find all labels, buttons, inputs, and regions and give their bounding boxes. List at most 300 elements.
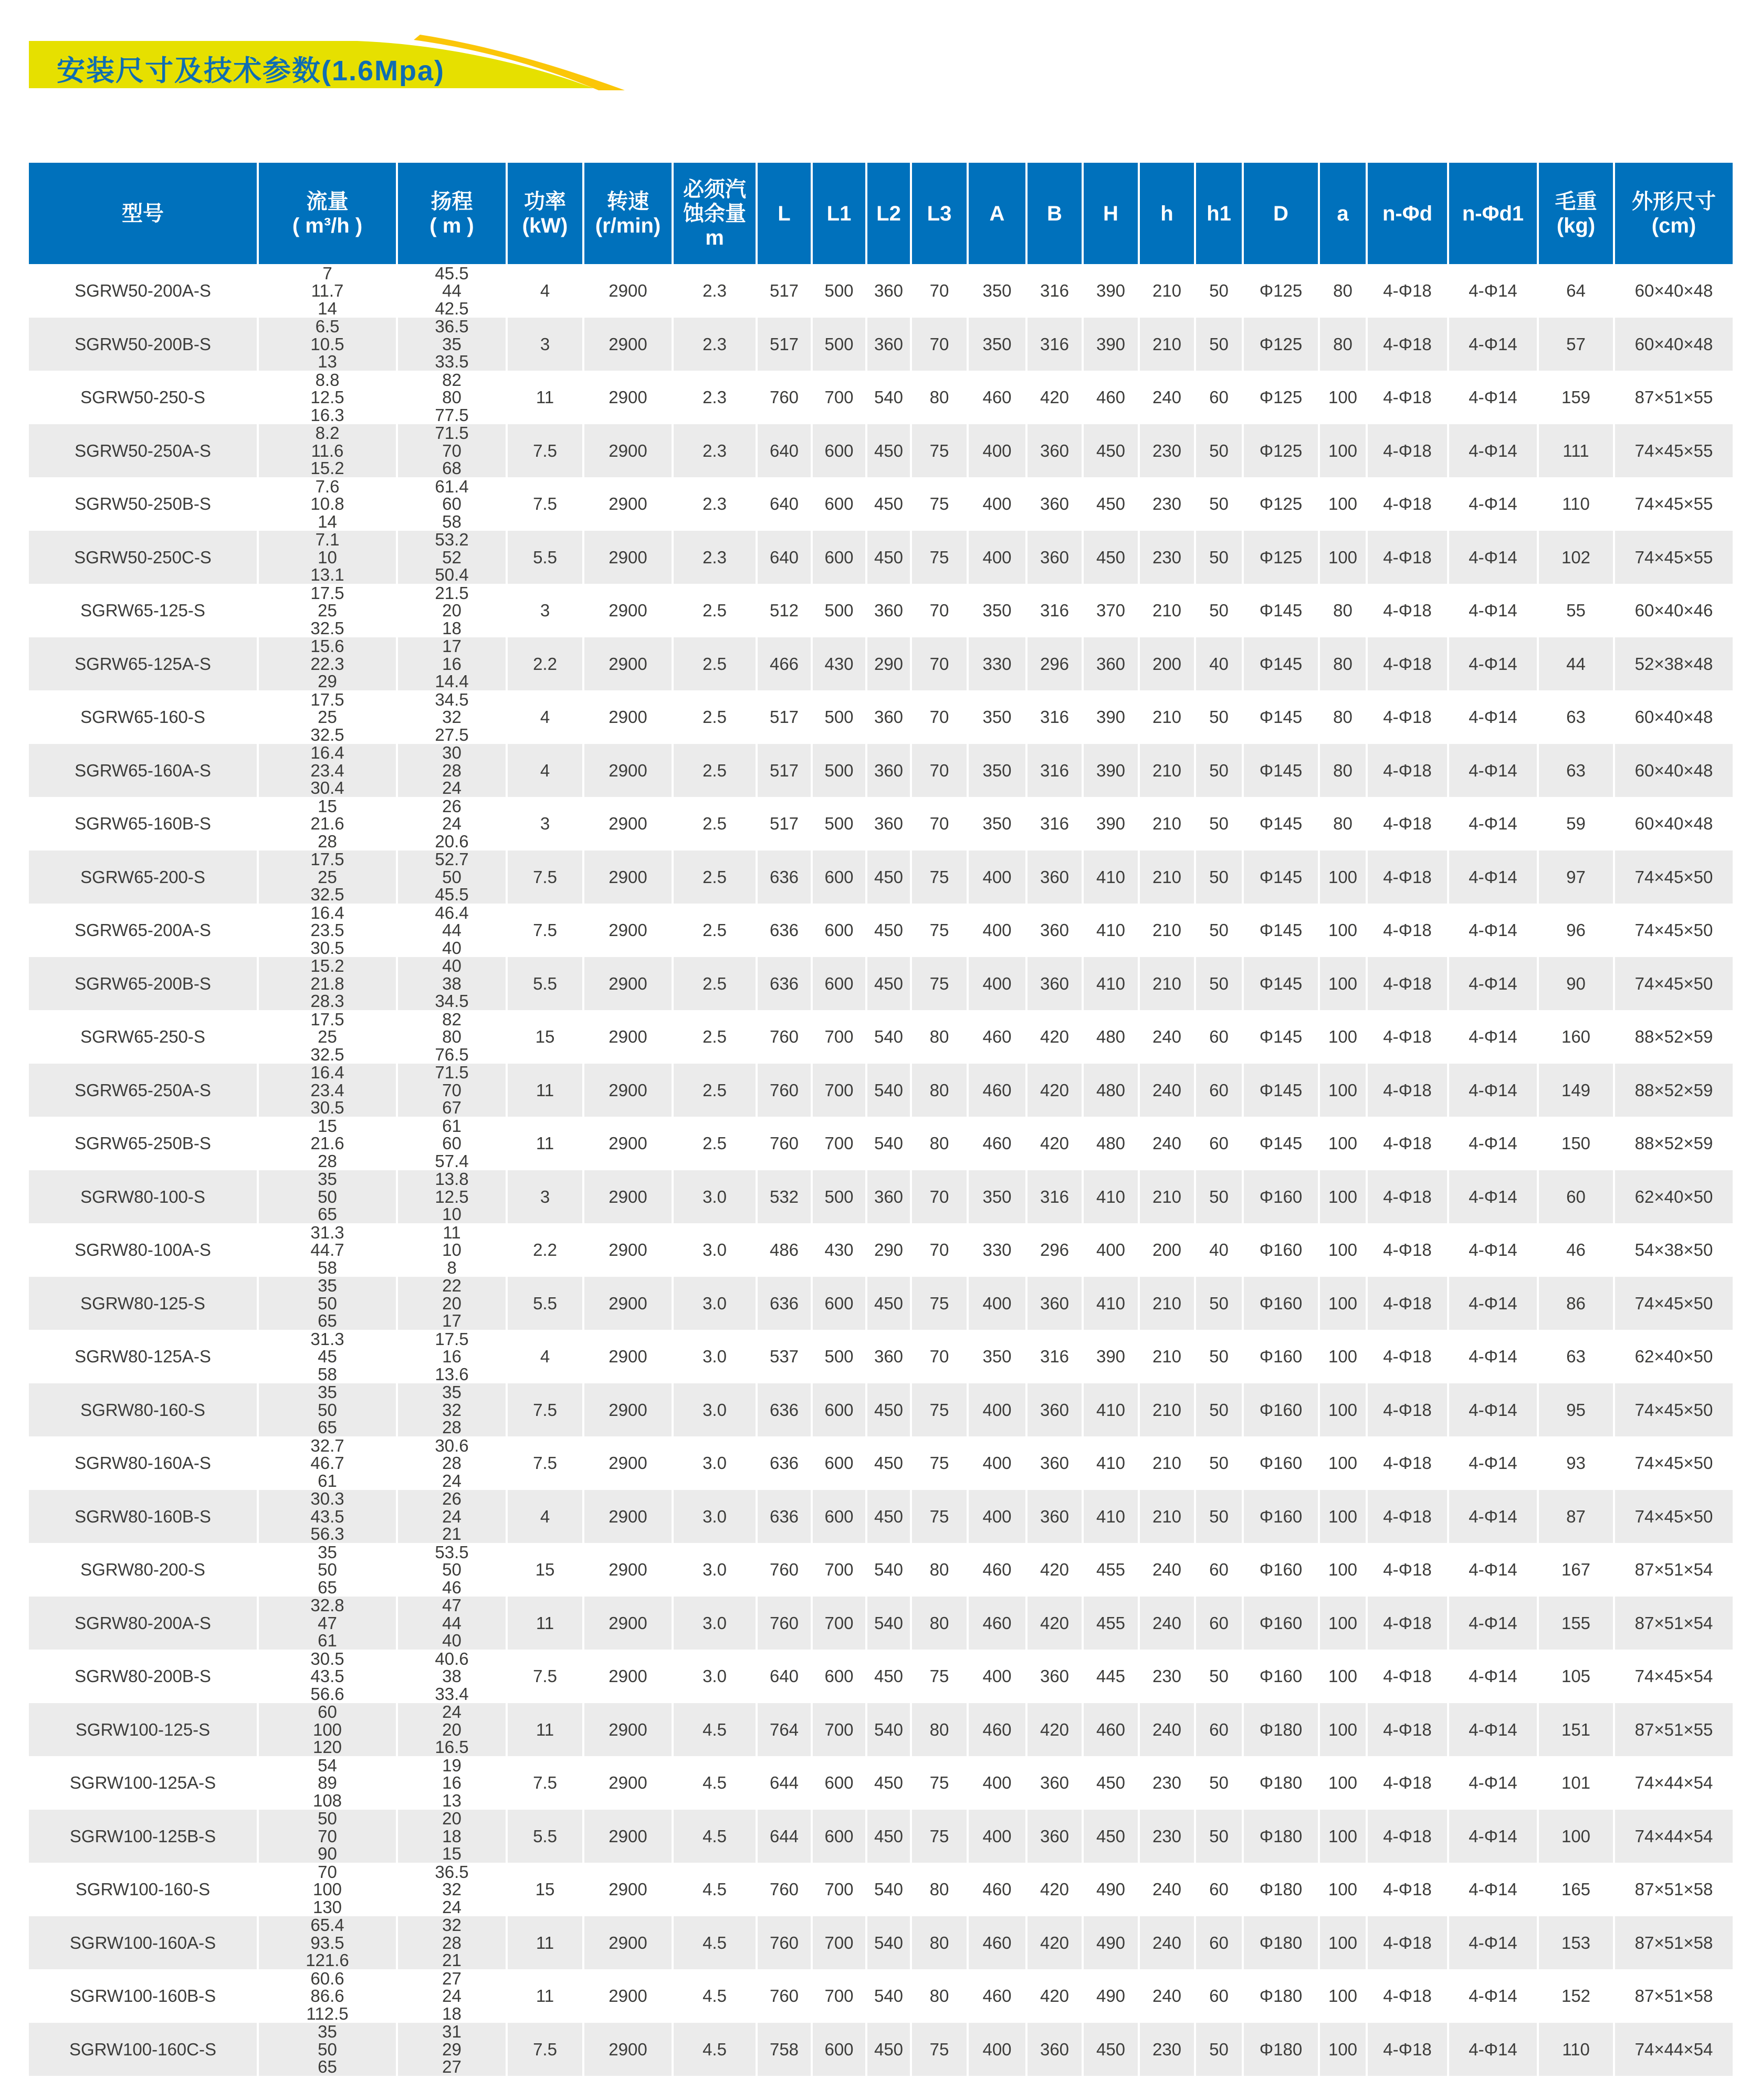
cell-head-value: 32: [442, 1916, 462, 1935]
cell-B: 420: [1028, 1703, 1084, 1757]
cell-flow: [259, 957, 398, 1011]
cell-flow-value: 65: [318, 1204, 337, 1223]
cell-model: SGRW80-160A-S: [29, 1436, 259, 1490]
cell-flow-value: 13.1: [310, 565, 344, 584]
cell-power: 3: [508, 318, 584, 371]
cell-nd: 4-Φ18: [1368, 904, 1449, 957]
cell-model: SGRW100-160C-S: [29, 2023, 259, 2076]
cell-npsh: 3.0: [674, 1597, 758, 1650]
cell-L: 640: [758, 1650, 813, 1703]
cell-power: 7.5: [508, 1650, 584, 1703]
cell-model: SGRW50-250-S: [29, 371, 259, 424]
cell-L3: 80: [912, 1010, 969, 1064]
cell-head-value: 24: [442, 1897, 462, 1916]
cell-head-value: 35: [442, 1383, 462, 1402]
cell-A: 460: [969, 1117, 1028, 1170]
cell-head: [398, 264, 508, 318]
header-head-line: 扬程: [431, 190, 473, 213]
cell-power: 5.5: [508, 1810, 584, 1863]
cell-head-value: 33.4: [435, 1684, 469, 1703]
cell-h: 210: [1140, 318, 1196, 371]
cell-A: 350: [969, 797, 1028, 850]
cell-L1: 600: [813, 531, 867, 584]
cell-weight: 86: [1539, 1277, 1615, 1330]
cell-head: [398, 1436, 508, 1490]
cell-D: Φ180: [1244, 1916, 1320, 1970]
cell-weight: 110: [1539, 2023, 1615, 2076]
cell-flow: [259, 1810, 398, 1863]
cell-flow: [259, 1490, 398, 1544]
cell-L3: 75: [912, 1436, 969, 1490]
cell-head: [398, 1117, 508, 1170]
cell-L3: 75: [912, 1277, 969, 1330]
cell-L1: 600: [813, 1810, 867, 1863]
table-row: [29, 1969, 1733, 2023]
cell-head-value: 60: [442, 494, 462, 513]
cell-L2: 540: [867, 1010, 912, 1064]
cell-flow-value: 28: [318, 831, 337, 850]
cell-a: 100: [1320, 1117, 1368, 1170]
cell-head-value: 71.5: [435, 1063, 469, 1082]
cell-a: 100: [1320, 1064, 1368, 1117]
cell-head-value: 82: [442, 1010, 462, 1029]
cell-flow-value: 35: [318, 2022, 337, 2041]
cell-h: 200: [1140, 637, 1196, 691]
cell-dims: 74×45×50: [1634, 1293, 1713, 1313]
cell-head: [398, 1330, 508, 1383]
cell-L2: 450: [867, 1490, 912, 1544]
cell-H: 450: [1084, 531, 1140, 584]
cell-B: 420: [1028, 1863, 1084, 1916]
cell-head: [398, 584, 508, 637]
cell-L: 640: [758, 531, 813, 584]
cell-L3: 75: [912, 531, 969, 584]
cell-nd1: 4-Φ14: [1449, 1490, 1539, 1544]
cell-A: 400: [969, 2023, 1028, 2076]
cell-speed: 2900: [584, 1703, 674, 1757]
cell-D: Φ160: [1244, 1170, 1320, 1224]
cell-model: SGRW80-125-S: [29, 1277, 259, 1330]
cell-flow-value: 32.5: [310, 885, 344, 904]
cell-speed: 2900: [584, 957, 674, 1011]
cell-flow-value: 43.5: [310, 1506, 344, 1526]
cell-npsh: 3.0: [674, 1436, 758, 1490]
cell-A: 460: [969, 1064, 1028, 1117]
cell-speed: 2900: [584, 318, 674, 371]
cell-speed: 2900: [584, 2023, 674, 2076]
cell-flow-value: 30.3: [310, 1489, 344, 1508]
header-A: [969, 163, 1028, 264]
cell-head: [398, 318, 508, 371]
cell-a: 80: [1320, 264, 1368, 318]
cell-h1: 60: [1196, 1916, 1244, 1970]
cell-L3: 80: [912, 1969, 969, 2023]
cell-flow-value: 108: [312, 1790, 342, 1810]
table-row: [29, 1064, 1733, 1117]
cell-dims: 74×45×50: [1634, 1453, 1713, 1473]
cell-flow: [259, 797, 398, 850]
cell-weight: 111: [1539, 424, 1615, 478]
cell-nd: 4-Φ18: [1368, 424, 1449, 478]
cell-L1: 600: [813, 1650, 867, 1703]
cell-speed: 2900: [584, 1916, 674, 1970]
cell-a: 100: [1320, 1703, 1368, 1757]
cell-a: 80: [1320, 690, 1368, 744]
cell-head: [398, 1810, 508, 1863]
cell-head: [398, 1170, 508, 1224]
cell-head-value: 57.4: [435, 1151, 469, 1170]
table-row: [29, 1810, 1733, 1863]
cell-nd1: 4-Φ14: [1449, 1170, 1539, 1224]
table-row: [29, 2023, 1733, 2076]
cell-h1: 50: [1196, 424, 1244, 478]
cell-flow: [259, 1650, 398, 1703]
cell-h: 210: [1140, 264, 1196, 318]
cell-speed: 2900: [584, 850, 674, 904]
cell-flow-value: 65: [318, 1577, 337, 1597]
cell-h: 210: [1140, 1330, 1196, 1383]
cell-power: 4: [508, 1330, 584, 1383]
cell-H: 450: [1084, 2023, 1140, 2076]
cell-nd1: 4-Φ14: [1449, 1117, 1539, 1170]
cell-npsh: 2.5: [674, 1064, 758, 1117]
cell-flow-value: 25: [318, 867, 337, 887]
cell-B: 420: [1028, 1916, 1084, 1970]
cell-H: 360: [1084, 637, 1140, 691]
cell-H: 390: [1084, 1330, 1140, 1383]
cell-flow-value: 29: [318, 671, 337, 690]
header-nd1-line: n-Φd1: [1462, 202, 1524, 225]
cell-L2: 450: [867, 477, 912, 531]
cell-flow-value: 14: [318, 298, 337, 318]
header-row: [29, 163, 1733, 264]
cell-L3: 70: [912, 1170, 969, 1224]
cell-power: 4: [508, 690, 584, 744]
cell-npsh: 2.5: [674, 904, 758, 957]
cell-npsh: 4.5: [674, 1703, 758, 1757]
cell-L2: 360: [867, 584, 912, 637]
cell-h1: 50: [1196, 904, 1244, 957]
cell-npsh: 2.5: [674, 637, 758, 691]
cell-dims: 74×45×50: [1634, 1400, 1713, 1420]
cell-L2: 450: [867, 1436, 912, 1490]
cell-head-value: 20: [442, 1719, 462, 1739]
cell-model: SGRW65-125-S: [29, 584, 259, 637]
cell-head: [398, 477, 508, 531]
cell-h: 210: [1140, 957, 1196, 1011]
cell-head: [398, 1597, 508, 1650]
cell-B: 296: [1028, 1223, 1084, 1277]
cell-L2: 450: [867, 1810, 912, 1863]
table-row: [29, 1010, 1733, 1064]
cell-h: 230: [1140, 477, 1196, 531]
cell-flow: [259, 637, 398, 691]
cell-flow-value: 17.5: [310, 1010, 344, 1029]
cell-head-value: 68: [442, 458, 462, 477]
cell-power: 7.5: [508, 850, 584, 904]
cell-head-value: 70: [442, 440, 462, 460]
cell-flow-value: 14: [318, 511, 337, 531]
cell-head-value: 36.5: [435, 317, 469, 336]
cell-flow-value: 25: [318, 601, 337, 620]
cell-flow-value: 50: [318, 1400, 337, 1420]
cell-L: 537: [758, 1330, 813, 1383]
cell-dims: 74×44×54: [1634, 1826, 1713, 1846]
cell-head: [398, 1064, 508, 1117]
cell-h1: 50: [1196, 1650, 1244, 1703]
cell-flow-value: 11.7: [311, 281, 344, 300]
cell-L3: 70: [912, 318, 969, 371]
cell-weight: 160: [1539, 1010, 1615, 1064]
cell-L1: 600: [813, 850, 867, 904]
cell-L3: 75: [912, 850, 969, 904]
cell-flow-value: 86.6: [310, 1986, 344, 2006]
cell-a: 100: [1320, 1543, 1368, 1597]
cell-nd1: 4-Φ14: [1449, 371, 1539, 424]
cell-a: 80: [1320, 637, 1368, 691]
cell-D: Φ145: [1244, 1010, 1320, 1064]
cell-flow-value: 47: [318, 1613, 337, 1633]
cell-npsh: 2.3: [674, 531, 758, 584]
cell-head-value: 58: [442, 511, 462, 531]
cell-L2: 360: [867, 264, 912, 318]
cell-H: 445: [1084, 1650, 1140, 1703]
cell-a: 100: [1320, 1810, 1368, 1863]
cell-L: 517: [758, 318, 813, 371]
cell-model: SGRW65-200B-S: [29, 957, 259, 1011]
cell-L: 517: [758, 264, 813, 318]
cell-h: 240: [1140, 1863, 1196, 1916]
cell-speed: 2900: [584, 1756, 674, 1810]
cell-A: 460: [969, 1543, 1028, 1597]
cell-nd1: 4-Φ14: [1449, 1810, 1539, 1863]
cell-D: Φ145: [1244, 1117, 1320, 1170]
cell-nd1: 4-Φ14: [1449, 1543, 1539, 1597]
cell-head-value: 24: [442, 1986, 462, 2006]
cell-head-value: 40: [442, 957, 462, 975]
cell-flow: [259, 1383, 398, 1437]
cell-weight: 150: [1539, 1117, 1615, 1170]
cell-flow-value: 30.5: [310, 938, 344, 957]
cell-a: 100: [1320, 957, 1368, 1011]
cell-A: 350: [969, 690, 1028, 744]
cell-head: [398, 1010, 508, 1064]
cell-flow: [259, 264, 398, 318]
cell-speed: 2900: [584, 1223, 674, 1277]
cell-h1: 50: [1196, 531, 1244, 584]
cell-flow-value: 35: [318, 1276, 337, 1295]
cell-model: SGRW80-125A-S: [29, 1330, 259, 1383]
cell-flow-value: 28.3: [310, 991, 344, 1010]
cell-flow-value: 44.7: [310, 1240, 344, 1259]
cell-dims: 52×38×48: [1634, 654, 1713, 674]
cell-nd1: 4-Φ14: [1449, 2023, 1539, 2076]
cell-L1: 600: [813, 1383, 867, 1437]
cell-head-value: 13.8: [435, 1170, 469, 1189]
cell-D: Φ160: [1244, 1383, 1320, 1437]
cell-head-value: 32: [442, 1880, 462, 1899]
cell-A: 460: [969, 1916, 1028, 1970]
cell-L3: 80: [912, 1916, 969, 1970]
cell-L3: 70: [912, 690, 969, 744]
cell-flow-value: 15.2: [310, 458, 344, 477]
cell-L2: 540: [867, 1064, 912, 1117]
cell-power: 4: [508, 1490, 584, 1544]
cell-flow-value: 130: [312, 1897, 342, 1916]
cell-A: 350: [969, 264, 1028, 318]
cell-L1: 500: [813, 797, 867, 850]
cell-npsh: 2.5: [674, 584, 758, 637]
cell-h: 240: [1140, 1969, 1196, 2023]
cell-L1: 700: [813, 1543, 867, 1597]
cell-a: 100: [1320, 531, 1368, 584]
header-flow-line: 流量: [306, 190, 349, 213]
cell-head-value: 40.6: [435, 1650, 469, 1668]
cell-flow: [259, 1756, 398, 1810]
cell-model: SGRW65-200-S: [29, 850, 259, 904]
cell-nd: 4-Φ18: [1368, 1916, 1449, 1970]
cell-npsh: 4.5: [674, 1969, 758, 2023]
cell-npsh: 2.3: [674, 318, 758, 371]
cell-dims: 74×45×50: [1634, 920, 1713, 940]
cell-flow-value: 17.5: [310, 850, 344, 869]
cell-flow: [259, 850, 398, 904]
cell-model: SGRW65-160-S: [29, 690, 259, 744]
cell-head-value: 36.5: [435, 1863, 469, 1882]
cell-H: 455: [1084, 1543, 1140, 1597]
cell-B: 316: [1028, 584, 1084, 637]
cell-flow-value: 17.5: [310, 690, 344, 709]
cell-L3: 75: [912, 957, 969, 1011]
cell-nd: 4-Φ18: [1368, 371, 1449, 424]
spec-table-body: [29, 264, 1733, 2076]
cell-L3: 70: [912, 1223, 969, 1277]
cell-a: 80: [1320, 744, 1368, 797]
cell-A: 460: [969, 371, 1028, 424]
cell-flow-value: 45: [318, 1347, 337, 1366]
cell-speed: 2900: [584, 1064, 674, 1117]
cell-flow-value: 11.6: [311, 440, 344, 460]
cell-head-value: 12.5: [435, 1186, 469, 1206]
cell-flow: [259, 531, 398, 584]
cell-model: SGRW80-100A-S: [29, 1223, 259, 1277]
cell-nd: 4-Φ18: [1368, 318, 1449, 371]
cell-flow-value: 16.4: [310, 904, 344, 922]
cell-nd1: 4-Φ14: [1449, 1277, 1539, 1330]
cell-L1: 700: [813, 1597, 867, 1650]
cell-speed: 2900: [584, 371, 674, 424]
cell-weight: 100: [1539, 1810, 1615, 1863]
cell-L: 636: [758, 1436, 813, 1490]
header-npsh: [674, 163, 758, 264]
header-power: [508, 163, 584, 264]
cell-npsh: 2.3: [674, 264, 758, 318]
table-row: [29, 744, 1733, 797]
cell-flow: [259, 1010, 398, 1064]
table-row: [29, 1117, 1733, 1170]
cell-speed: 2900: [584, 1383, 674, 1437]
cell-head-value: 61: [442, 1117, 462, 1136]
table-row: [29, 1543, 1733, 1597]
cell-h1: 60: [1196, 1064, 1244, 1117]
cell-L2: 540: [867, 1543, 912, 1597]
cell-npsh: 2.5: [674, 1010, 758, 1064]
header-head-line: ( m ): [429, 214, 474, 237]
cell-a: 100: [1320, 2023, 1368, 2076]
cell-nd1: 4-Φ14: [1449, 1916, 1539, 1970]
cell-weight: 152: [1539, 1969, 1615, 2023]
cell-speed: 2900: [584, 1277, 674, 1330]
cell-h1: 60: [1196, 1597, 1244, 1650]
cell-head-value: 30.6: [435, 1436, 469, 1455]
cell-H: 410: [1084, 904, 1140, 957]
cell-nd: 4-Φ18: [1368, 1863, 1449, 1916]
cell-nd: 4-Φ18: [1368, 1010, 1449, 1064]
cell-model: SGRW100-125-S: [29, 1703, 259, 1757]
cell-A: 460: [969, 1010, 1028, 1064]
cell-head-value: 44: [442, 1613, 462, 1633]
header-weight-line: 毛重: [1555, 190, 1597, 213]
cell-head-value: 46: [442, 1577, 462, 1597]
cell-power: 7.5: [508, 1436, 584, 1490]
cell-head: [398, 531, 508, 584]
cell-B: 296: [1028, 637, 1084, 691]
header-L2: [867, 163, 912, 264]
cell-L1: 700: [813, 1916, 867, 1970]
cell-speed: 2900: [584, 797, 674, 850]
header-dims: [1615, 163, 1733, 264]
cell-L3: 70: [912, 264, 969, 318]
cell-L3: 70: [912, 584, 969, 637]
cell-L: 644: [758, 1810, 813, 1863]
table-row: [29, 1223, 1733, 1277]
cell-head: [398, 637, 508, 691]
cell-L: 636: [758, 1383, 813, 1437]
cell-flow-value: 15: [318, 1117, 337, 1136]
cell-A: 400: [969, 1383, 1028, 1437]
cell-nd: 4-Φ18: [1368, 1170, 1449, 1224]
cell-L2: 450: [867, 850, 912, 904]
cell-npsh: 2.5: [674, 744, 758, 797]
cell-nd: 4-Φ18: [1368, 531, 1449, 584]
cell-head-value: 33.5: [435, 352, 469, 371]
cell-D: Φ125: [1244, 371, 1320, 424]
cell-nd: 4-Φ18: [1368, 690, 1449, 744]
cell-head-value: 70: [442, 1080, 462, 1100]
cell-weight: 87: [1539, 1490, 1615, 1544]
cell-model: SGRW80-200B-S: [29, 1650, 259, 1703]
header-D: [1244, 163, 1320, 264]
cell-H: 450: [1084, 1810, 1140, 1863]
cell-power: 7.5: [508, 1756, 584, 1810]
table-row: [29, 424, 1733, 478]
cell-speed: 2900: [584, 1650, 674, 1703]
page-title: 安装尺寸及技术参数(1.6Mpa): [57, 55, 445, 87]
cell-B: 360: [1028, 1490, 1084, 1544]
cell-flow-value: 65: [318, 1311, 337, 1330]
cell-B: 360: [1028, 1810, 1084, 1863]
cell-flow-value: 30.4: [310, 778, 344, 797]
cell-H: 490: [1084, 1863, 1140, 1916]
cell-flow-value: 22.3: [310, 654, 344, 674]
cell-flow: [259, 318, 398, 371]
cell-nd1: 4-Φ14: [1449, 318, 1539, 371]
cell-head-value: 76.5: [435, 1044, 469, 1064]
header-speed-line: 转速: [607, 190, 649, 213]
cell-flow: [259, 1330, 398, 1383]
cell-h: 240: [1140, 1597, 1196, 1650]
cell-npsh: 4.5: [674, 1810, 758, 1863]
